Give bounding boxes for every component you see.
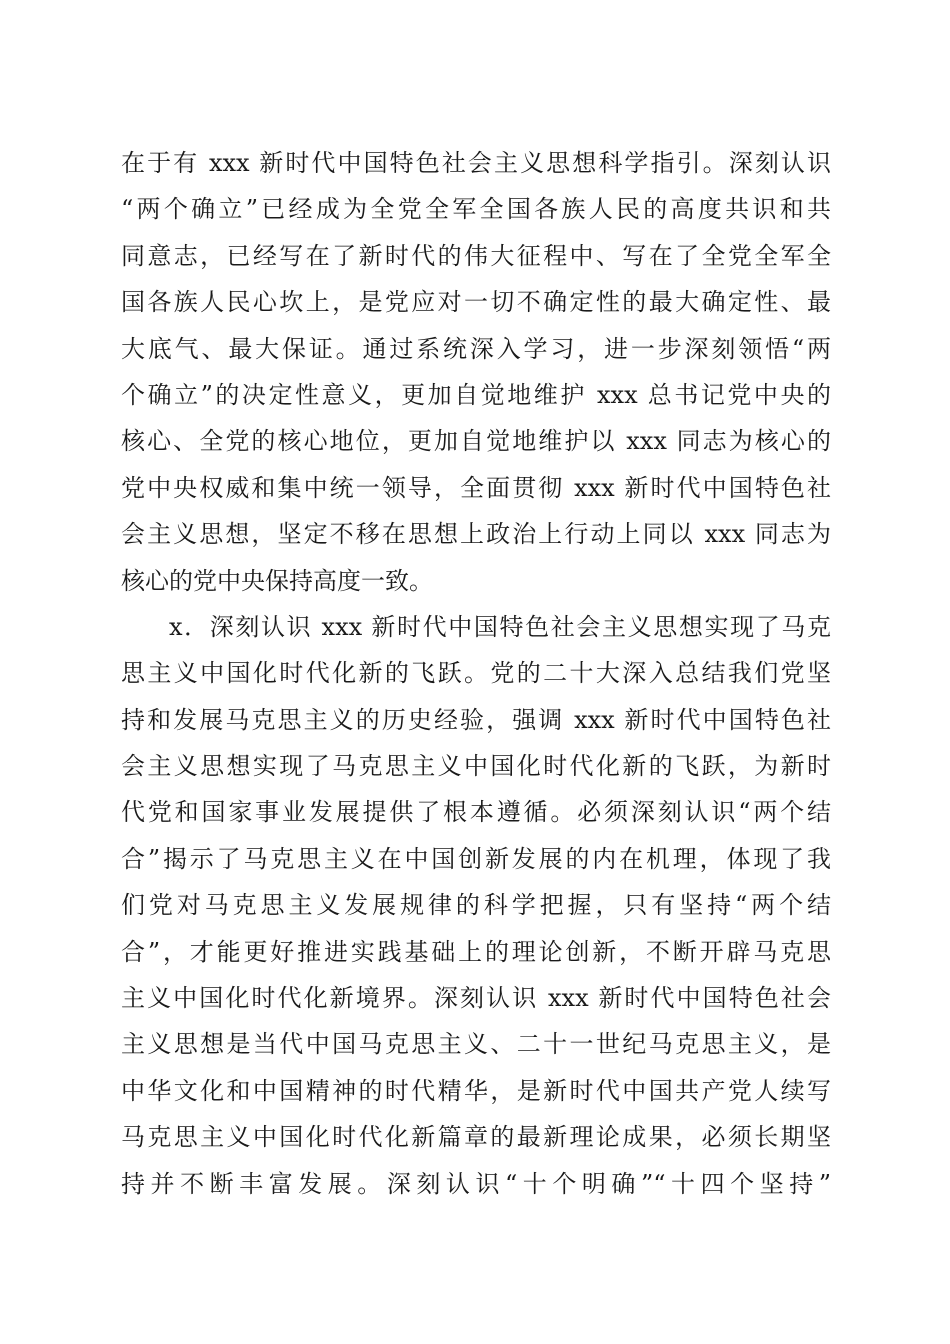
text-line: 党中央权威和集中统一领导，全面贯彻 xxx 新时代中国特色社 — [121, 473, 831, 502]
text-line: 主义中国化时代化新境界。深刻认识 xxx 新时代中国特色社会 — [121, 984, 831, 1013]
text-line: x．深刻认识 xxx 新时代中国特色社会主义思想实现了马克 — [169, 612, 831, 641]
text-line: 中华文化和中国精神的时代精华，是新时代中国共产党人续写 — [121, 1076, 831, 1105]
document-body — [121, 140, 831, 1207]
text-line: 主义思想是当代中国马克思主义、二十一世纪马克思主义，是 — [121, 1030, 831, 1059]
text-line: 核心、全党的核心地位，更加自觉地维护以 xxx 同志为核心的 — [121, 427, 831, 456]
text-line: 们党对马克思主义发展规律的科学把握，只有坚持“两个结 — [121, 891, 831, 920]
text-line: 马克思主义中国化时代化新篇章的最新理论成果，必须长期坚 — [121, 1123, 831, 1152]
text-line: 合”揭示了马克思主义在中国创新发展的内在机理，体现了我 — [121, 844, 831, 873]
text-line: 个确立”的决定性意义，更加自觉地维护 xxx 总书记党中央的 — [121, 380, 831, 409]
text-line: 持和发展马克思主义的历史经验，强调 xxx 新时代中国特色社 — [121, 705, 831, 734]
text-line: 持并不断丰富发展。深刻认识“十个明确”“十四个坚持” — [121, 1169, 831, 1198]
text-line: 同意志，已经写在了新时代的伟大征程中、写在了全党全军全 — [121, 241, 831, 270]
text-line: 合”，才能更好推进实践基础上的理论创新，不断开辟马克思 — [121, 937, 831, 966]
text-line: 核心的党中央保持高度一致。 — [121, 566, 433, 595]
paragraph-1 — [121, 140, 831, 604]
text-line: 会主义思想实现了马克思主义中国化时代化新的飞跃，为新时 — [121, 752, 831, 781]
text-line: 会主义思想，坚定不移在思想上政治上行动上同以 xxx 同志为 — [121, 520, 831, 549]
text-line: 思主义中国化时代化新的飞跃。党的二十大深入总结我们党坚 — [121, 659, 831, 688]
text-line: 代党和国家事业发展提供了根本遵循。必须深刻认识“两个结 — [121, 798, 831, 827]
text-line: 大底气、最大保证。通过系统深入学习，进一步深刻领悟“两 — [121, 334, 831, 363]
paragraph-2 — [121, 604, 831, 1207]
text-line: “两个确立”已经成为全党全军全国各族人民的高度共识和共 — [121, 195, 831, 224]
text-line: 在于有 xxx 新时代中国特色社会主义思想科学指引。深刻认识 — [121, 149, 831, 177]
text-line: 国各族人民心坎上，是党应对一切不确定性的最大确定性、最 — [121, 288, 831, 317]
